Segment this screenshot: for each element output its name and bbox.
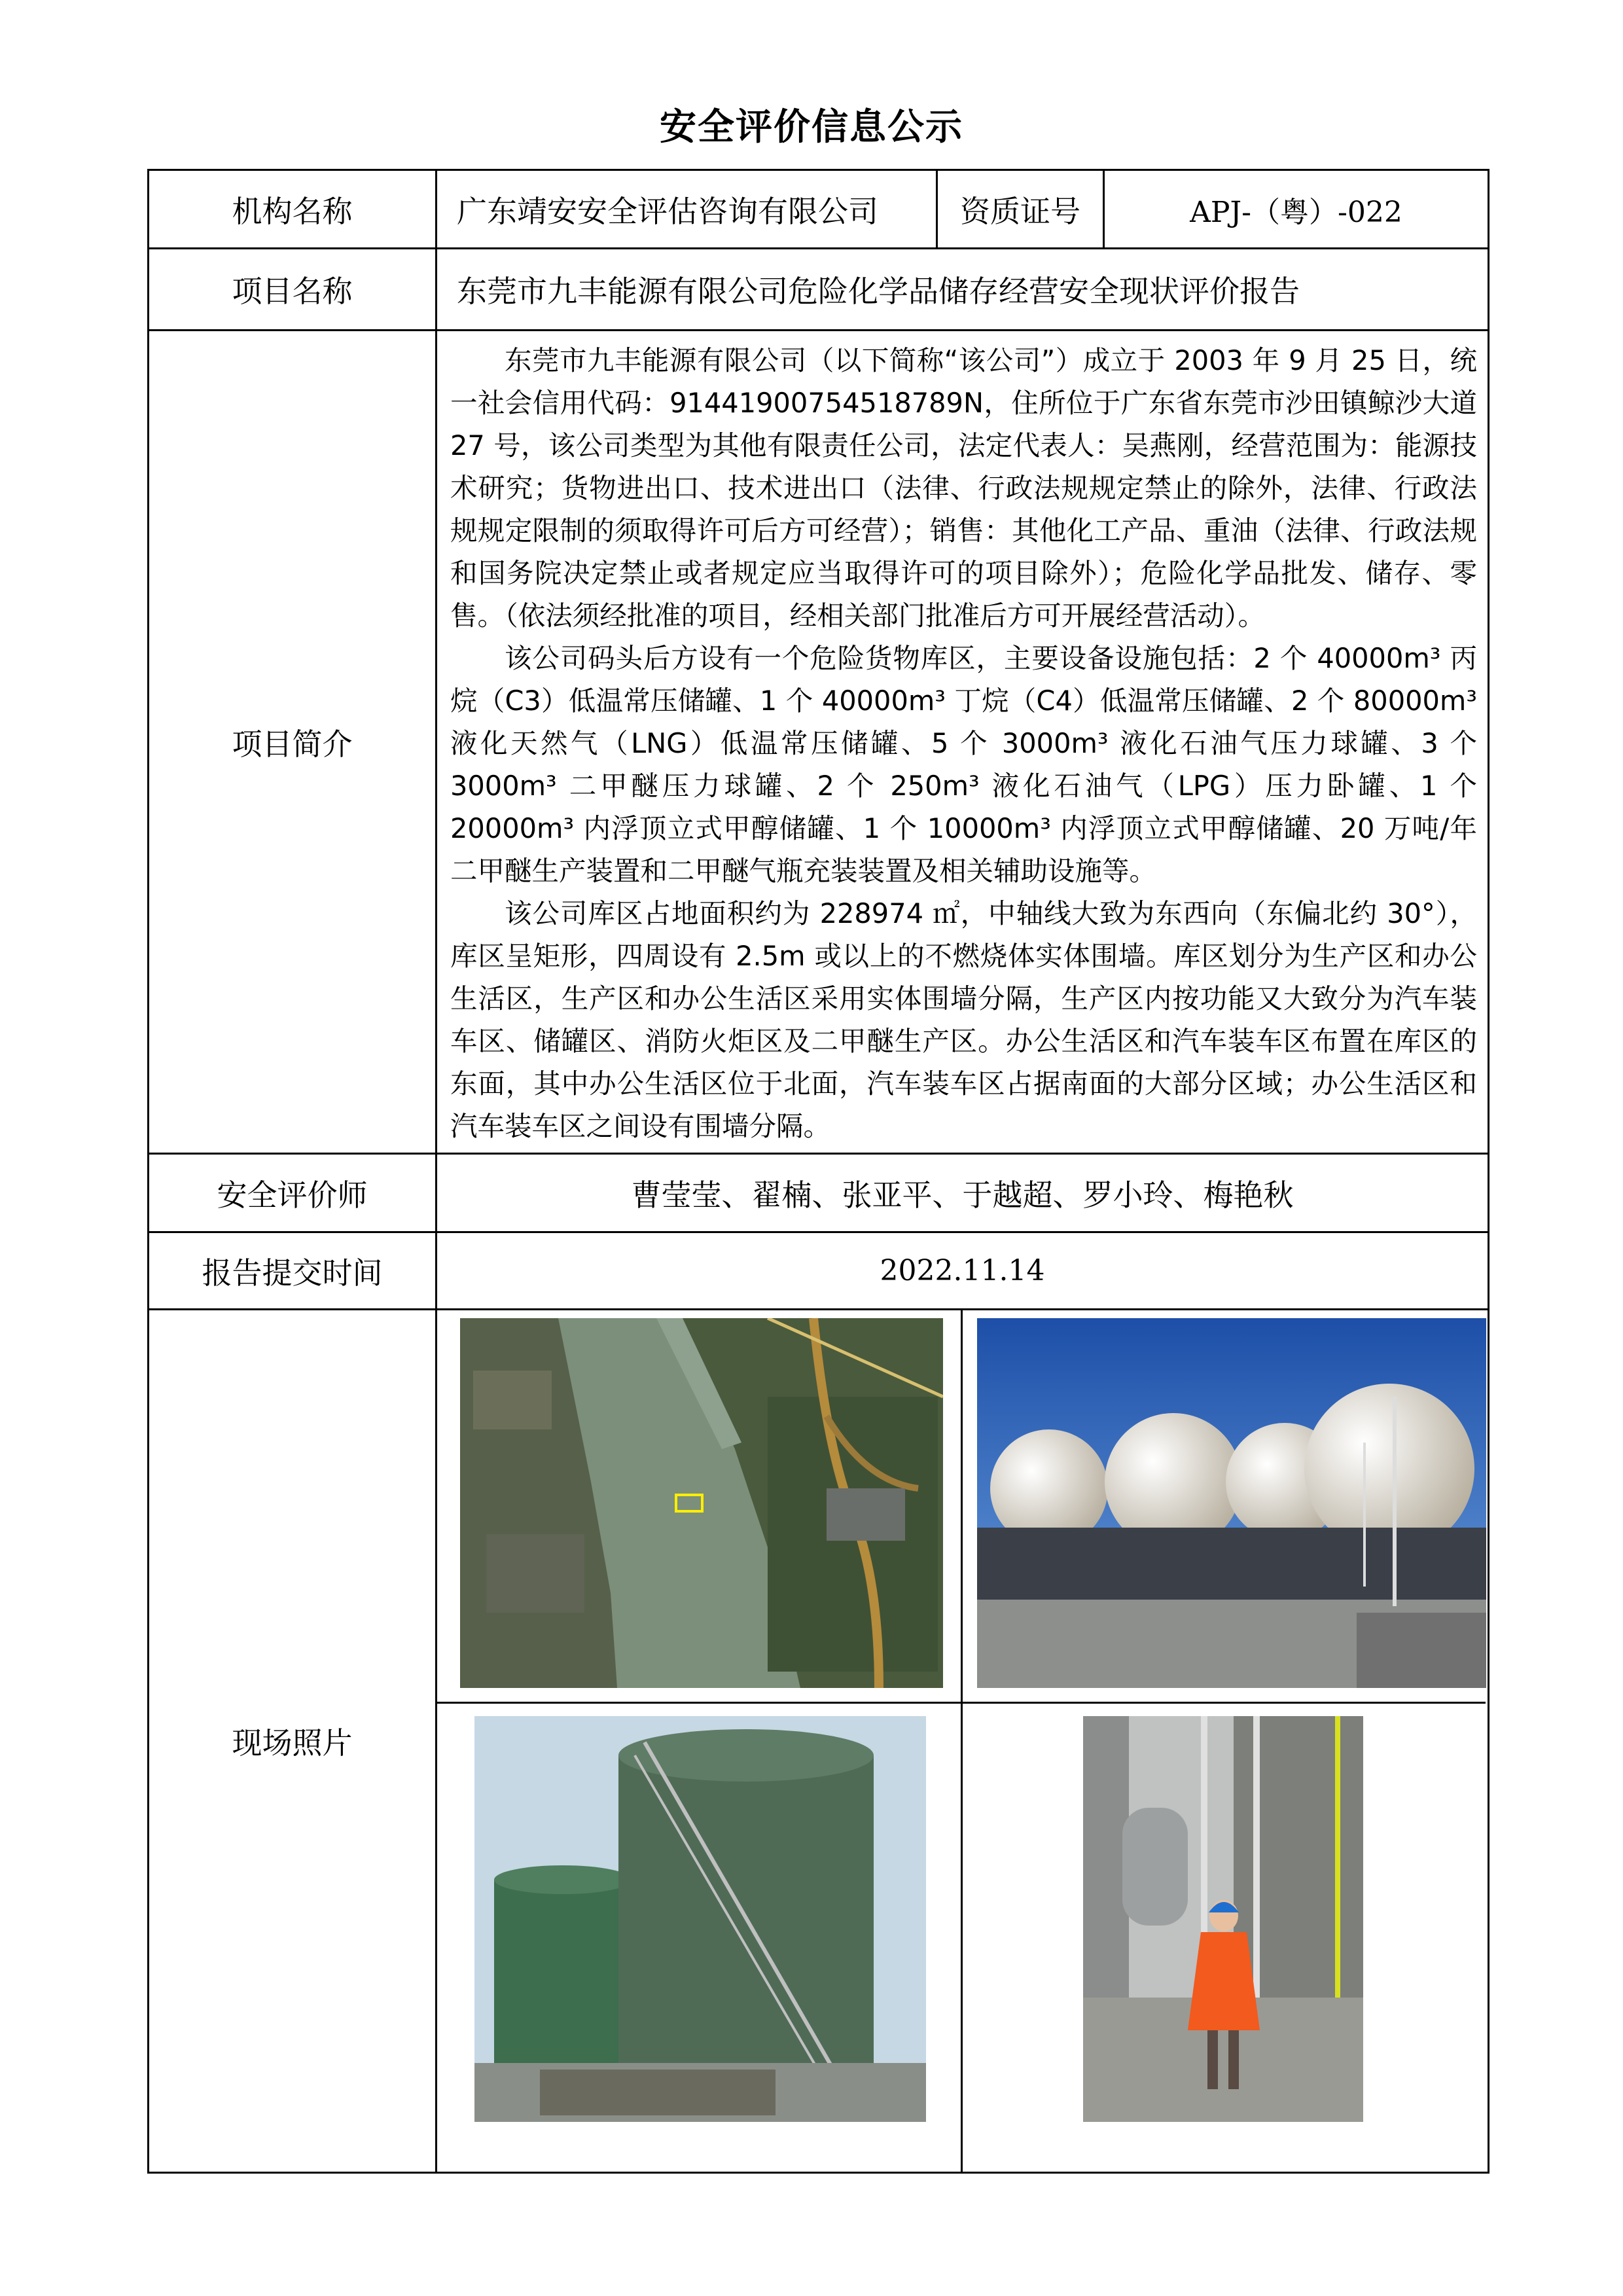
photo-divider-horizontal <box>437 1702 1486 1704</box>
date-value: 2022.11.14 <box>437 1232 1489 1310</box>
spherical-tanks-image <box>977 1318 1486 1688</box>
summary-row <box>149 331 1489 1154</box>
project-value: 东莞市九丰能源有限公司危险化学品储存经营安全现状评价报告 <box>437 249 1489 331</box>
evaluator-label: 安全评价师 <box>149 1154 437 1232</box>
summary-paragraph-1: 东莞市九丰能源有限公司（以下简称“该公司”）成立于 2003 年 9 月 25 日，统一社会信用代码：91441900754518789N，住所位于广东省东莞市沙田镇鲸沙大道 27 号，该公司类型为其他有限责任公司，法定代表人：吴燕刚，经营范围为：能源技术研究；货物进出口、技术进出口（法律、行政法规规定禁止的除外，法律、行政法规规定限制的须取得许可后方可经营）；销售：其他化工产品、重油（法律、行政法规和国务院决定禁止或者规定应当取得许可的项目除外）；危险化学品批发、储存、零售。（依法须经批准的项目，经相关部门批准后方可开展经营活动）。 <box>450 344 1477 632</box>
org-row <box>149 170 1489 249</box>
photos-row <box>149 1310 1489 2173</box>
project-label: 项目名称 <box>149 249 437 331</box>
summary-paragraph-3: 该公司库区占地面积约为 228974 ㎡，中轴线大致为东西向（东偏北约 30°），库区呈矩形，四周设有 2.5m 或以上的不燃烧体实体围墙。库区划分为生产区和办公生活区，生产区和办公生活区采用实体围墙分隔，生产区内按功能又大致分为汽车装车区、储罐区、消防火炬区及二甲醚生产区。办公生活区和汽车装车区布置在库区的东面，其中办公生活区位于北面，汽车装车区占据南面的大部分区域；办公生活区和汽车装车区之间设有围墙分隔。 <box>450 897 1477 1142</box>
cert-label: 资质证号 <box>937 170 1104 249</box>
info-table <box>147 169 1489 2174</box>
page-title: 安全评价信息公示 <box>660 106 963 149</box>
summary-label: 项目简介 <box>149 331 437 1154</box>
storage-tanks-image <box>474 1716 926 2122</box>
org-value: 广东靖安安全评估咨询有限公司 <box>437 170 937 249</box>
evaluator-value: 曹莹莹、翟楠、张亚平、于越超、罗小玲、梅艳秋 <box>437 1154 1489 1232</box>
project-row <box>149 249 1489 331</box>
org-label: 机构名称 <box>149 170 437 249</box>
cert-value: APJ-（粤）-022 <box>1104 170 1489 249</box>
date-label: 报告提交时间 <box>149 1232 437 1310</box>
evaluator-row <box>149 1154 1489 1232</box>
photos-label: 现场照片 <box>149 1310 437 2173</box>
summary-paragraph-2: 该公司码头后方设有一个危险货物库区，主要设备设施包括：2 个 40000m³ 丙烷（C3）低温常压储罐、1 个 40000m³ 丁烷（C4）低温常压储罐、2 个 80000m³ 液化天然气（LNG）低温常压储罐、5 个 3000m³ 液化石油气压力球罐、3 个 3000m³ 二甲醚压力球罐、2 个 250m³ 液化石油气（LPG）压力卧罐、1 个 20000m³ 内浮顶立式甲醇储罐、1 个 10000m³ 内浮顶立式甲醇储罐、20 万吨/年二甲醚生产装置和二甲醚气瓶充装装置及相关辅助设施等。 <box>450 642 1477 887</box>
photo-divider-vertical <box>961 1310 963 2172</box>
date-row <box>149 1232 1489 1310</box>
summary-text <box>437 331 1489 1154</box>
inspector-person-image <box>1083 1716 1363 2122</box>
satellite-map-image <box>460 1318 943 1688</box>
photos-cell <box>437 1310 1489 2173</box>
